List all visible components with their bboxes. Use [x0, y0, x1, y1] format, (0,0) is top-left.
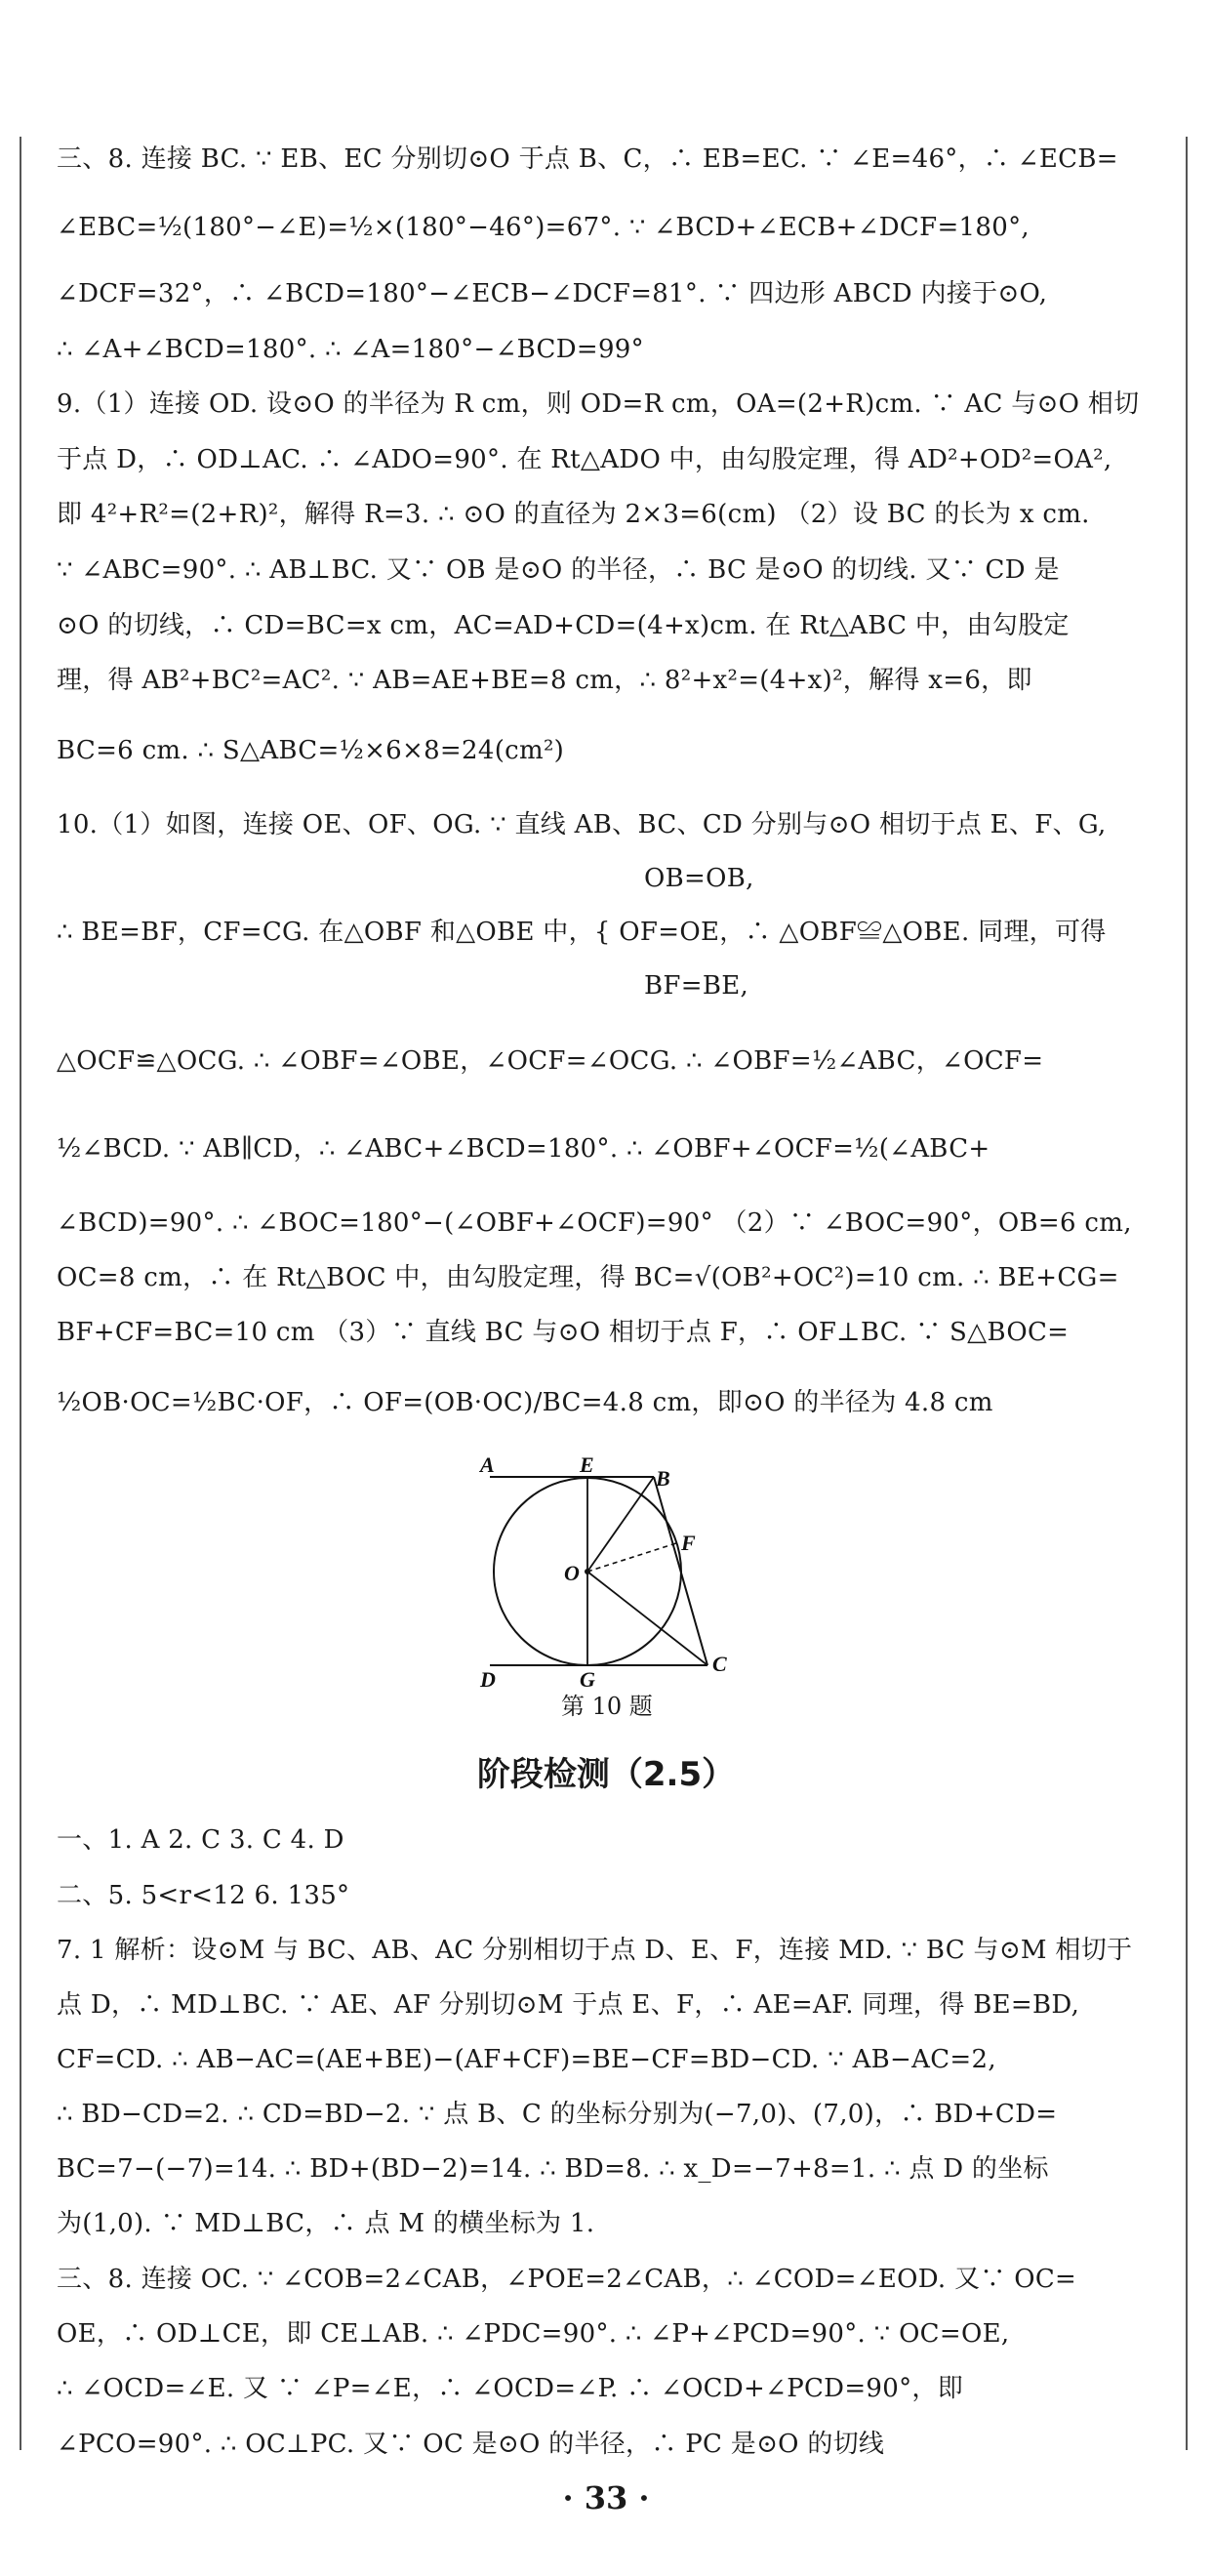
- text-line: BC=6 cm. ∴ S△ABC=½×6×8=24(cm²): [57, 736, 565, 765]
- label-a: A: [480, 1452, 495, 1477]
- text-line: ∠DCF=32°，∴ ∠BCD=180°−∠ECB−∠DCF=81°. ∵ 四边形 ABCD 内接于⊙O,: [57, 279, 1048, 308]
- text-line: ½∠BCD. ∵ AB∥CD，∴ ∠ABC+∠BCD=180°. ∴ ∠OBF+∠OCF=½(∠ABC+: [57, 1134, 990, 1164]
- segment-of: [587, 1543, 676, 1572]
- label-o: O: [564, 1561, 580, 1585]
- text-line: ⊙O 的切线，∴ CD=BC=x cm，AC=AD+CD=(4+x)cm. 在 Rt△ABC 中，由勾股定: [57, 611, 1070, 640]
- text-line: OE，∴ OD⊥CE，即 CE⊥AB. ∴ ∠PDC=90°. ∴ ∠P+∠PCD=90°. ∵ OC=OE,: [57, 2319, 1010, 2349]
- label-e: E: [580, 1452, 594, 1477]
- text-line: ∴ BD−CD=2. ∴ CD=BD−2. ∵ 点 B、C 的坐标分别为(−7,0)、(7,0)，∴ BD+CD=: [57, 2100, 1058, 2129]
- text-line: ∵ ∠ABC=90°. ∴ AB⊥BC. 又∵ OB 是⊙O 的半径，∴ BC 是⊙O 的切线. 又∵ CD 是: [57, 555, 1060, 585]
- text-line: OC=8 cm，∴ 在 Rt△BOC 中，由勾股定理，得 BC=√(OB²+OC²)=10 cm. ∴ BE+CG=: [57, 1263, 1119, 1292]
- text-line: ∠PCO=90°. ∴ OC⊥PC. 又∵ OC 是⊙O 的半径，∴ PC 是⊙O 的切线: [57, 2430, 885, 2459]
- text-line: ½OB·OC=½BC·OF，∴ OF=(OB·OC)/BC=4.8 cm，即⊙O 的半径为 4.8 cm: [57, 1388, 993, 1417]
- text-line: ∴ BE=BF，CF=CG. 在△OBF 和△OBE 中，{ OF=OE，∴ △OBF≌△OBE. 同理，可得: [57, 918, 1107, 947]
- brace-line-top: OB=OB,: [644, 864, 754, 893]
- section-title: 阶段检测（2.5）: [476, 1755, 736, 1794]
- text-line: 于点 D，∴ OD⊥AC. ∴ ∠ADO=90°. 在 Rt△ADO 中，由勾股定理，得 AD²+OD²=OA²,: [57, 445, 1112, 474]
- text-line: BF+CF=BC=10 cm （3）∵ 直线 BC 与⊙O 相切于点 F，∴ OF⊥BC. ∵ S△BOC=: [57, 1318, 1070, 1347]
- text-line: 三、8. 连接 OC. ∵ ∠COB=2∠CAB，∠POE=2∠CAB，∴ ∠COD=∠EOD. 又∵ OC=: [57, 2265, 1077, 2294]
- left-margin-rule: [20, 137, 21, 2450]
- center-point-o: [585, 1569, 590, 1574]
- segment-oc: [587, 1572, 707, 1665]
- figure-10-diagram: [468, 1452, 751, 1687]
- text-line: 一、1. A 2. C 3. C 4. D: [57, 1825, 344, 1855]
- page-number: · 33 ·: [562, 2479, 650, 2516]
- label-d: D: [480, 1667, 496, 1687]
- text-line: 点 D，∴ MD⊥BC. ∵ AE、AF 分别切⊙M 于点 E、F，∴ AE=AF. 同理，得 BE=BD,: [57, 1990, 1080, 2020]
- text-line: 二、5. 5<r<12 6. 135°: [57, 1881, 350, 1910]
- text-line: BC=7−(−7)=14. ∴ BD+(BD−2)=14. ∴ BD=8. ∴ x_D=−7+8=1. ∴ 点 D 的坐标: [57, 2154, 1049, 2184]
- text-line: ∠EBC=½(180°−∠E)=½×(180°−46°)=67°. ∵ ∠BCD+∠ECB+∠DCF=180°,: [57, 213, 1030, 242]
- text-line: 三、8. 连接 BC. ∵ EB、EC 分别切⊙O 于点 B、C，∴ EB=EC. ∵ ∠E=46°，∴ ∠ECB=: [57, 144, 1118, 174]
- text-line: 即 4²+R²=(2+R)²，解得 R=3. ∴ ⊙O 的直径为 2×3=6(cm) （2）设 BC 的长为 x cm.: [57, 500, 1090, 529]
- text-line: 9.（1）连接 OD. 设⊙O 的半径为 R cm，则 OD=R cm，OA=(2+R)cm. ∵ AC 与⊙O 相切: [57, 389, 1140, 419]
- text-line: 理，得 AB²+BC²=AC². ∵ AB=AE+BE=8 cm，∴ 8²+x²=(4+x)²，解得 x=6，即: [57, 666, 1032, 695]
- right-margin-rule: [1186, 137, 1188, 2450]
- label-c: C: [712, 1652, 727, 1676]
- segment-ob: [587, 1477, 654, 1572]
- text-line: CF=CD. ∴ AB−AC=(AE+BE)−(AF+CF)=BE−CF=BD−CD. ∵ AB−AC=2,: [57, 2045, 996, 2074]
- brace-line-bottom: BF=BE,: [644, 971, 749, 1001]
- text-line: ∠BCD)=90°. ∴ ∠BOC=180°−(∠OBF+∠OCF)=90° （2）∵ ∠BOC=90°，OB=6 cm,: [57, 1208, 1132, 1238]
- label-f: F: [681, 1531, 696, 1555]
- text-line: △OCF≌△OCG. ∴ ∠OBF=∠OBE，∠OCF=∠OCG. ∴ ∠OBF=½∠ABC，∠OCF=: [57, 1046, 1044, 1076]
- text-line: ∴ ∠OCD=∠E. 又 ∵ ∠P=∠E，∴ ∠OCD=∠P. ∴ ∠OCD+∠PCD=90°，即: [57, 2374, 963, 2403]
- figure-caption: 第 10 题: [561, 1693, 653, 1720]
- label-b: B: [656, 1466, 670, 1491]
- label-g: G: [580, 1667, 595, 1687]
- text-line: ∴ ∠A+∠BCD=180°. ∴ ∠A=180°−∠BCD=99°: [57, 335, 644, 364]
- text-line: 为(1,0). ∵ MD⊥BC，∴ 点 M 的横坐标为 1.: [57, 2209, 595, 2238]
- text-line: 10.（1）如图，连接 OE、OF、OG. ∵ 直线 AB、BC、CD 分别与⊙O 相切于点 E、F、G,: [57, 810, 1107, 839]
- text-line: 7. 1 解析：设⊙M 与 BC、AB、AC 分别相切于点 D、E、F，连接 MD. ∵ BC 与⊙M 相切于: [57, 1936, 1133, 1965]
